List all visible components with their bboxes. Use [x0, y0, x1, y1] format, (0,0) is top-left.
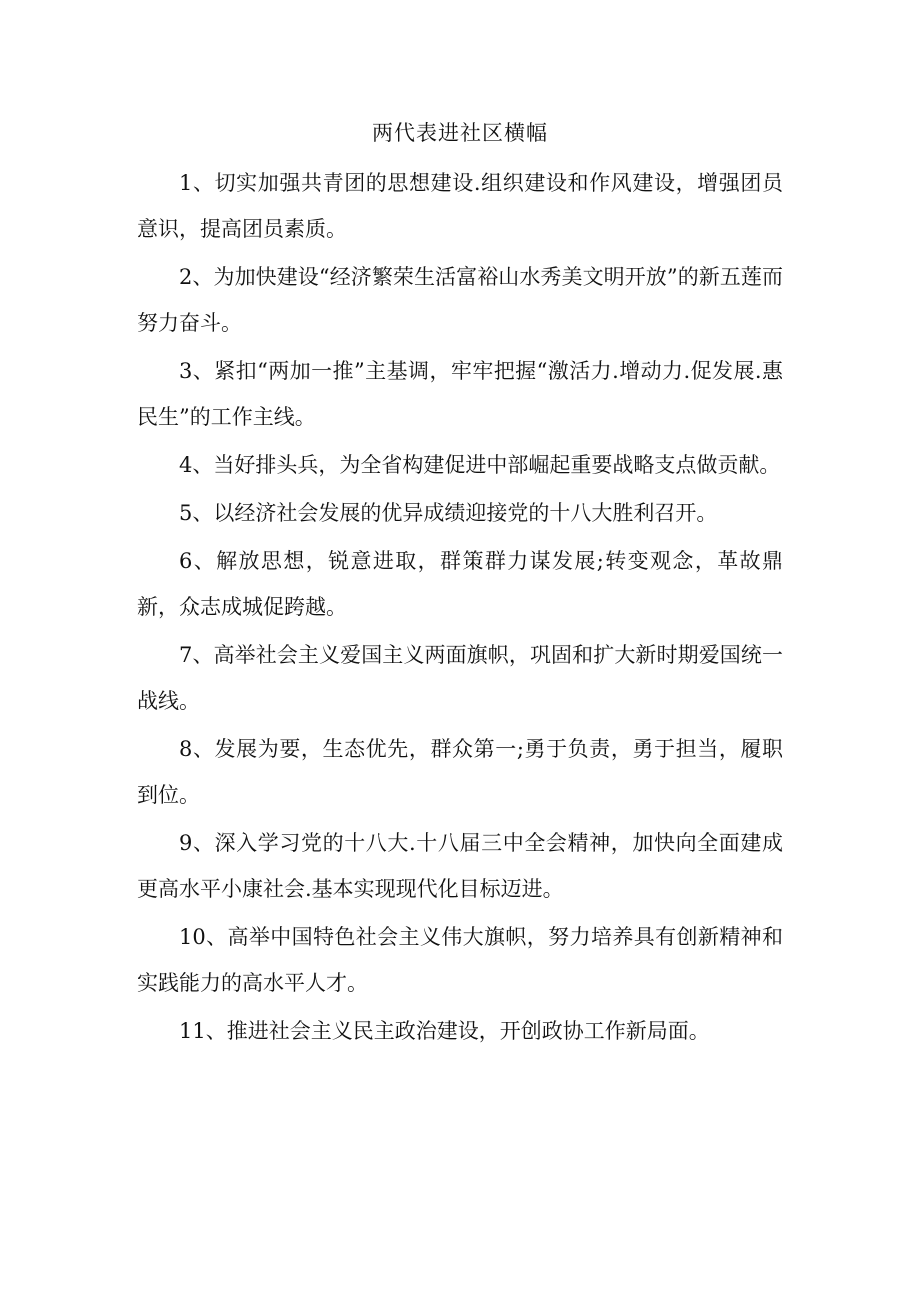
slogan-item-5: 5、以经济社会发展的优异成绩迎接党的十八大胜利召开。	[179, 501, 718, 525]
document-title: 两代表进社区横幅	[372, 121, 548, 145]
slogan-item-9: 9、深入学习党的十八大.十八届三中全会精神，加快向全面建成更高水平小康社会.基本实现现代化目标迈进。	[137, 831, 783, 901]
slogan-item-8: 8、发展为要，生态优先，群众第一;勇于负责，勇于担当，履职到位。	[137, 737, 783, 807]
slogan-item-1: 1、切实加强共青团的思想建设.组织建设和作风建设，增强团员意识，提高团员素质。	[137, 171, 783, 241]
slogan-item-3: 3、紧扣“两加一推”主基调，牢牢把握“激活力.增动力.促发展.惠民生”的工作主线。	[137, 359, 783, 429]
slogan-item-2: 2、为加快建设“经济繁荣生活富裕山水秀美文明开放”的新五莲而努力奋斗。	[137, 265, 783, 335]
document-page	[137, 118, 783, 1054]
slogan-item-4: 4、当好排头兵，为全省构建促进中部崛起重要战略支点做贡献。	[179, 453, 781, 477]
slogan-item-6: 6、解放思想，锐意进取，群策群力谋发展;转变观念，革故鼎新，众志成城促跨越。	[137, 549, 783, 619]
slogan-item-7: 7、高举社会主义爱国主义两面旗帜，巩固和扩大新时期爱国统一战线。	[137, 643, 783, 713]
slogan-item-10: 10、高举中国特色社会主义伟大旗帜，努力培养具有创新精神和实践能力的高水平人才。	[137, 925, 783, 995]
slogan-item-11: 11、推进社会主义民主政治建设，开创政协工作新局面。	[179, 1019, 710, 1043]
